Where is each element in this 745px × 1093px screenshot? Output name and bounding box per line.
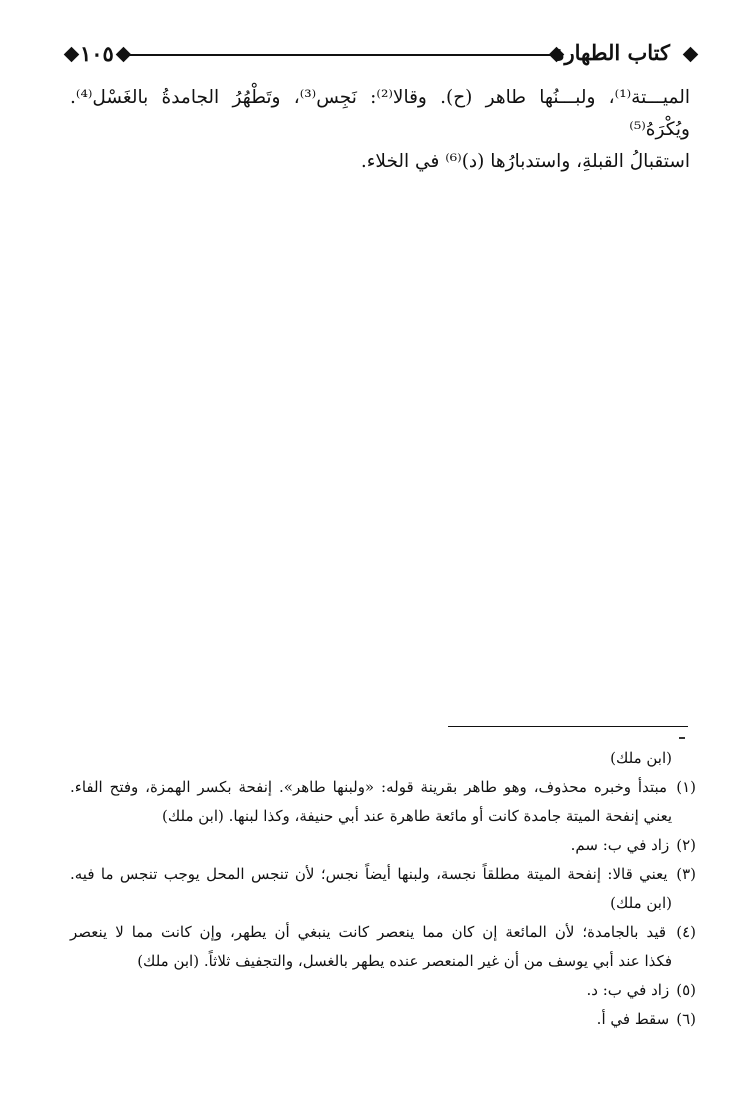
footnote-number: (٥) <box>676 981 696 999</box>
footnote-line <box>70 831 696 860</box>
footnote-number: (٦) <box>676 1010 696 1028</box>
footnote-number: (٣) <box>676 865 696 883</box>
footnote-text: قيد بالجامدة؛ لأن المائعة إن كان مما ينعصر كانت ينبغي أن يطهر، وإن كانت مما لا ينعصر <box>70 923 667 941</box>
footnote-text: يعني قالا: إنفحة الميتة مطلقاً نجسة، ولبنها أيضاً نجس؛ لأن تنجس المحل يوجب تنجس ما فيه. <box>70 865 668 883</box>
header-rule <box>124 54 554 56</box>
footnote-number: (٢) <box>676 836 696 854</box>
footnote-text: زاد في ب: د. <box>586 981 670 999</box>
footnote-6 <box>70 1005 696 1034</box>
footnote-4 <box>70 918 696 976</box>
header-ornament-diamond <box>64 47 80 63</box>
footnote-line: (ابن ملك) <box>610 749 672 767</box>
footnote-separator <box>448 726 688 727</box>
footnote-1 <box>70 773 696 831</box>
footnote-text: زاد في ب: سم. <box>570 836 670 854</box>
footnote-text: مبتدأ وخبره محذوف، وهو طاهر بقرينة قوله: «ولبنها طاهر». إنفحة بكسر الهمزة، وفتح الفاء. <box>70 778 668 796</box>
main-paragraph <box>70 82 690 178</box>
footnotes <box>70 744 696 1034</box>
header-ornament-diamond <box>683 47 699 63</box>
footnote-separator-mark <box>679 737 685 739</box>
footnote-line: (ابن ملك) <box>610 894 672 912</box>
footnote-line <box>70 1005 696 1034</box>
footnote-number: (١) <box>676 778 697 796</box>
footnote-line <box>70 860 696 889</box>
footnote-line: يعني إنفحة الميتة جامدة كانت أو مائعة طاهرة عند أبي حنيفة، وكذا لبنها. (ابن ملك) <box>162 807 672 825</box>
footnote-carryover <box>70 744 696 773</box>
footnote-2 <box>70 831 696 860</box>
footnote-line <box>70 773 696 802</box>
chapter-title: كتاب الطهارة <box>553 40 670 65</box>
footnote-line <box>70 918 696 947</box>
main-text-line: الميـــتة⁽¹⁾، ولبـــنُها طاهر (ح). وقالا⁽²⁾: نَجِس⁽³⁾، وتَطْهُرُ الجامدةُ بالغَسْل⁽⁴⁾. ويُكْرَهُ⁽⁵⁾ <box>70 87 690 140</box>
footnote-number: (٤) <box>676 923 696 941</box>
footnote-line <box>70 976 696 1005</box>
footnote-5 <box>70 976 696 1005</box>
main-text <box>70 82 690 178</box>
main-text-line: استقبالُ القبلةِ، واستدبارُها (د)⁽⁶⁾ في الخلاء. <box>360 151 690 172</box>
footnote-3 <box>70 860 696 918</box>
running-header <box>66 40 704 70</box>
footnote-text: سقط في أ. <box>596 1010 670 1028</box>
page-number: ١٠٥ <box>80 41 114 66</box>
footnote-line: فكذا عند أبي يوسف من أن غير المنعصر عنده يطهر بالغسل، والتجفيف ثلاثاً. (ابن ملك) <box>137 952 672 970</box>
